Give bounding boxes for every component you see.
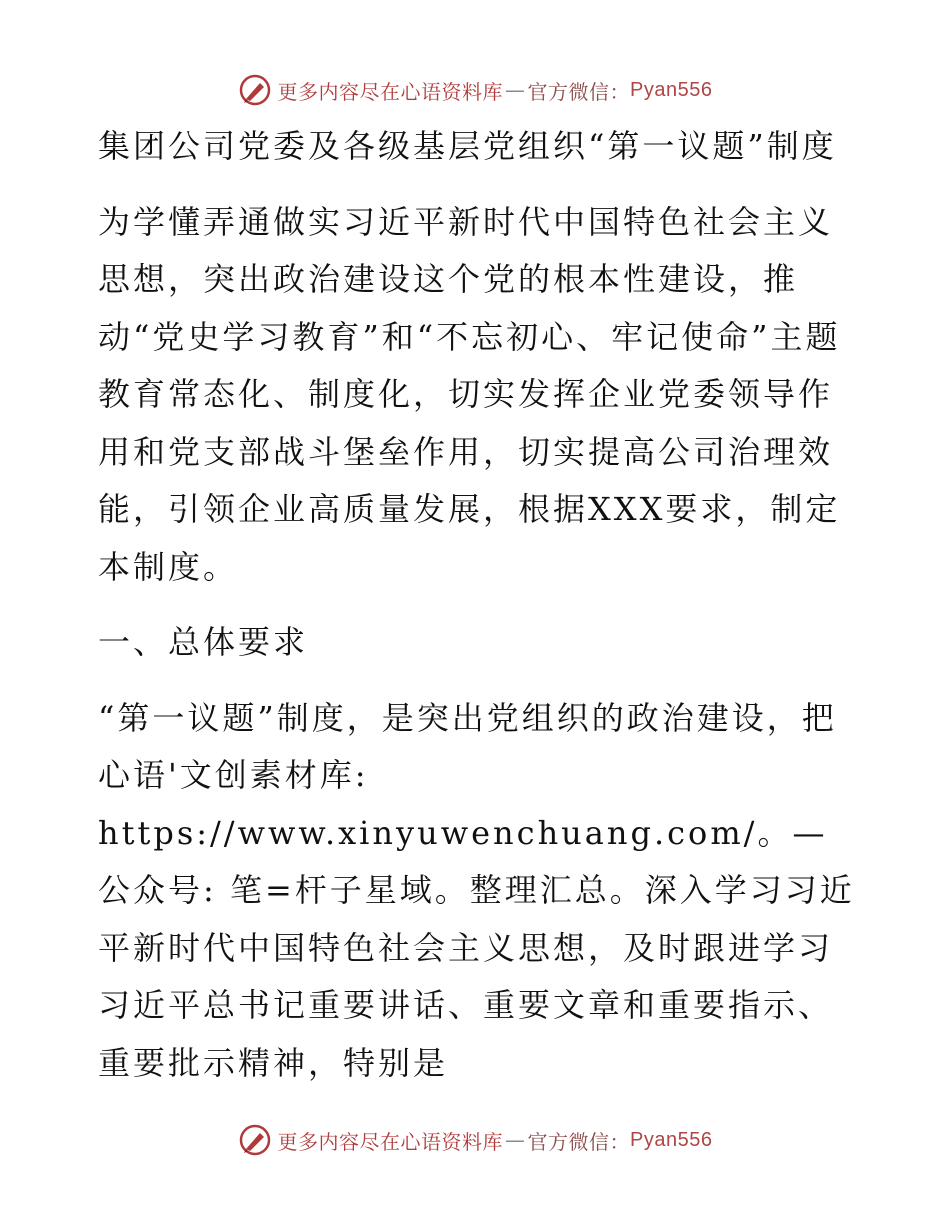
pen-logo-icon xyxy=(238,73,272,107)
intro-paragraph: 为学懂弄通做实习近平新时代中国特色社会主义思想，突出政治建设这个党的根本性建设，推动“党史学习教育”和“不忘初心、牢记使命”主题教育常态化、制度化，切实发挥企业党委领导作用和党支部战斗堡垒作用，切实提高公司治理效能，引领企业高质量发展，根据XXX要求，制定本制度。 xyxy=(98,202,841,586)
pen-logo-icon xyxy=(238,1123,272,1157)
banner-wechat-id: Pyan556 xyxy=(630,78,713,101)
banner-separator: — xyxy=(505,78,526,102)
banner-wechat-label: 官方微信： xyxy=(527,1129,631,1154)
section-heading: 一、总体要求 xyxy=(98,623,309,661)
banner-wechat-id: Pyan556 xyxy=(630,1128,713,1151)
banner-wechat-label: 官方微信： xyxy=(527,79,631,104)
document-body xyxy=(98,118,858,1092)
banner-main-text: 更多内容尽在心语资料库 xyxy=(277,1129,504,1154)
watermark-banner-top xyxy=(0,70,950,110)
section-paragraph: “第一议题”制度，是突出党组织的政治建设，把心语'文创素材库: https://www.xinyuwenchuang.com/。—公众号: 笔=杆子星域。整理汇总。深入学习习近平新时代中国特色社会主义思想，及时跟进学习习近平总书记重要讲话、重要文章和重要指示、重要批示精神，特别是 xyxy=(98,698,855,1082)
banner-separator: — xyxy=(505,1128,526,1152)
document-title: 集团公司党委及各级基层党组织“第一议题”制度 xyxy=(98,127,837,165)
watermark-banner-bottom xyxy=(0,1120,950,1160)
banner-main-text: 更多内容尽在心语资料库 xyxy=(277,79,504,104)
